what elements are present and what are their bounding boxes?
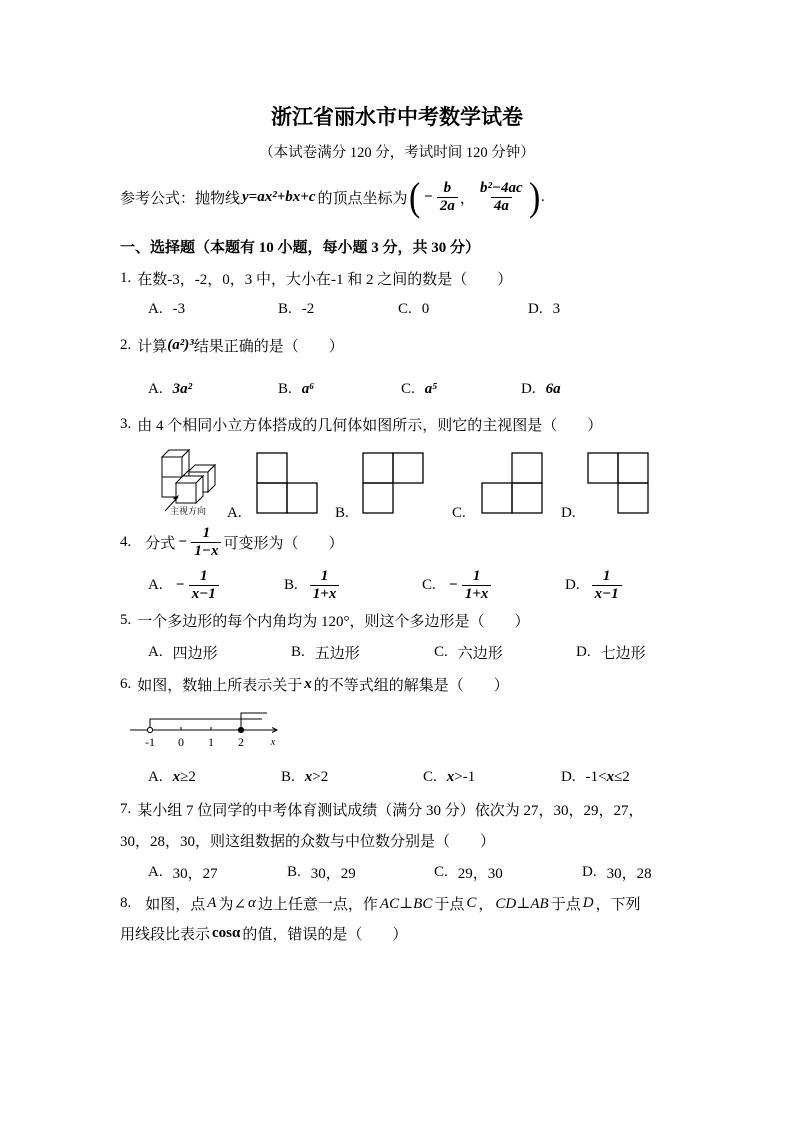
q2-option-d [521,379,561,399]
option-value: 六边形 [457,645,503,662]
option-value: 五边形 [314,645,360,662]
grid-cell [618,453,648,483]
q7-option-a [148,862,218,882]
fraction-denominator: x−1 [189,585,219,603]
q2-option-b [278,379,314,399]
option-letter: D. [565,576,580,593]
question-stem-after: 结果正确的是（ ） [193,338,344,355]
option-value: 30，27 [172,865,218,882]
question-number: 1. [120,269,132,286]
option-letter: C. [401,380,415,397]
option-letter: A. [148,576,163,593]
option-value: 29，30 [457,865,503,882]
fraction-sign: − [178,533,188,550]
q2-option-a [148,379,192,399]
q6-option-d [561,767,630,787]
formula-prefix: 参考公式：抛物线 [120,190,241,207]
option-letter: B. [278,300,292,317]
q3-options [0,503,794,523]
q6-option-a [148,767,196,787]
q1-option-d [528,299,560,319]
stem-text: ， [478,896,494,913]
solution-range-lower [150,719,262,728]
stem-text: 边上任意一点，作 [257,896,378,913]
option-relation: >2 [312,768,329,785]
axis-label: -1 [145,735,155,749]
question-1 [120,268,512,288]
fraction-numerator: 1 [320,567,329,584]
q3-option-d: D. [561,504,576,521]
fraction-sign: − [448,576,458,593]
q3-option-b: B. [335,504,349,521]
q7-option-b [287,862,356,882]
question-number: 2. [120,336,132,353]
option-relation: ≥2 [180,768,196,785]
q7-options [0,862,794,882]
stem-text: 于点 [550,896,581,913]
power-expression: (a²)³ [167,336,194,353]
q5-option-b [291,642,360,662]
q1-option-b [278,299,314,319]
question-number: 3. [120,415,132,432]
option-letter: D. [576,643,591,660]
point-label: C [466,894,477,911]
question-stem-before: 分式 [145,535,176,552]
open-endpoint [147,727,152,732]
segment-relation: AC⊥BC [379,895,433,912]
grid-cell [257,453,287,483]
point-label: A [207,894,217,911]
fraction-numerator: 1 [602,567,611,584]
question-stem: 由 4 个相同小立方体搭成的几何体如图所示，则它的主视图是（ ） [137,417,603,434]
fraction-numerator: b²−4ac [479,179,523,196]
axis-label: 0 [178,735,184,749]
q6-option-b [281,767,328,787]
grid-cell [363,453,393,483]
segment-relation: CD⊥AB [495,895,549,912]
question-stem-before: 如图，数轴上所表示关于 [137,677,303,694]
q4-option-c [422,565,493,605]
option-value: 七边形 [600,645,646,662]
question-number: 4. [120,533,132,550]
q1-options [0,299,794,319]
stem-fraction [191,525,221,560]
axis-label: 2 [238,735,244,749]
option-letter: D. [521,380,536,397]
q5-options [0,642,794,662]
question-stem-before: 计算 [137,338,168,355]
axis-label: 1 [208,735,214,749]
option-letter: A. [148,768,163,785]
fraction-numerator: 1 [472,567,481,584]
option-fraction [462,568,492,603]
q4-option-b [284,565,341,605]
fraction-numerator: 1 [199,567,208,584]
cube-front [176,476,203,503]
question-stem-line2: 30，28，30，则这组数据的众数与中位数分别是（ ） [120,833,496,850]
option-letter: A. [148,863,163,880]
q4-option-a [148,565,221,605]
q6-option-c [423,767,475,787]
option-letter: C. [434,643,448,660]
question-6 [120,674,509,694]
vertex-x-fraction [437,180,458,215]
vertex-x-sign: − [423,188,433,205]
option-variable: x [606,768,615,785]
option-letter: D. [582,863,597,880]
variable: x [304,675,312,692]
closed-endpoint [238,727,243,732]
option-value: 3a² [172,380,193,397]
fraction-sign: − [175,576,185,593]
option-relation-pre: -1< [585,768,607,785]
q5-option-c [434,642,503,662]
option-letter: A. [148,643,163,660]
option-letter: C. [423,768,437,785]
open-paren: ( [408,174,420,219]
close-paren: ) [528,174,541,219]
stem-text: 于点 [434,896,465,913]
option-value: 3 [552,300,561,317]
grid-cell [588,453,618,483]
option-value: 30，29 [310,865,356,882]
fraction-numerator: 1 [202,524,211,541]
option-relation: >-1 [454,768,476,785]
cube-face [176,483,196,503]
option-letter: C. [422,576,436,593]
vertex-separator: ， [459,190,475,207]
option-variable: x [446,768,455,785]
q6-options [0,767,794,787]
grid-cell [512,453,542,483]
fraction-denominator: 1−x [191,542,221,560]
question-stem-after: 的不等式组的解集是（ ） [313,677,509,694]
option-letter: A. [148,300,163,317]
option-value: a⁶ [301,380,315,397]
stem-text: 为∠ [218,896,247,913]
cube-left-top [162,450,189,477]
option-value: 30，28 [606,865,652,882]
option-letter: B. [291,643,305,660]
question-7 [120,799,644,819]
exam-info: （本试卷满分 120 分，考试时间 120 分钟） [259,145,535,161]
angle-symbol: α [248,894,256,911]
fraction-denominator: 4a [491,197,512,215]
stem-text: 用线段比表示 [120,926,211,943]
question-number: 5. [120,611,132,628]
view-direction-label: 主视方向 [170,506,207,516]
option-letter: A. [148,380,163,397]
formula-middle: 的顶点坐标为 [317,190,408,207]
q7-option-c [434,862,503,882]
question-7-continued [120,830,495,850]
stem-text: ，下列 [595,896,641,913]
question-8 [120,893,641,913]
axis-variable-label: x [270,737,276,748]
cosine-expression: cosα [212,924,241,941]
question-3 [120,414,602,434]
fraction-denominator: 2a [437,197,458,215]
option-letter: D. [561,768,576,785]
option-value: a⁵ [424,380,438,397]
section-heading: 一、选择题（本题有 10 小题，每小题 3 分，共 30 分） [120,239,481,256]
q1-option-c [398,299,429,319]
page-title: 浙江省丽水市中考数学试卷 [271,105,523,129]
parabola-equation: y=ax²+bx+c [242,188,316,205]
option-fraction [592,568,622,603]
q3-option-c: C. [452,504,466,521]
option-letter: B. [281,768,295,785]
vertex-y-fraction [477,180,526,215]
q7-option-d [582,862,652,882]
question-stem-line1: 某小组 7 位同学的中考体育测试成绩（满分 30 分）依次为 27，30，29，27， [137,802,644,819]
grid-cell [393,453,423,483]
question-stem: 一个多边形的每个内角均为 120°，则这个多边形是（ ） [137,613,530,630]
question-number: 8. [120,894,132,911]
q3-option-a: A. [227,504,242,521]
number-line-figure [125,705,285,750]
question-stem-after: 可变形为（ ） [223,535,344,552]
option-value: 6a [545,380,561,397]
q2-option-c [401,379,437,399]
option-letter: D. [528,300,543,317]
option-fraction [189,568,219,603]
option-letter: B. [284,576,298,593]
option-letter: C. [398,300,412,317]
option-relation: ≤2 [614,768,630,785]
point-label: D [582,894,594,911]
fraction-denominator: 1+x [310,585,340,603]
option-value: 0 [421,300,430,317]
question-stem: 在数-3，-2，0，3 中，大小在-1 和 2 之间的数是（ ） [137,271,513,288]
option-value: -2 [301,300,315,317]
question-5 [120,610,530,630]
stem-text: 的值，错误的是（ ） [242,926,408,943]
q4-options [0,565,794,605]
question-2 [120,335,344,355]
q2-options [0,379,794,399]
stem-text: 如图，点 [145,896,206,913]
question-8-continued [120,923,407,943]
question-number: 6. [120,675,132,692]
question-4 [120,522,343,562]
question-number: 7. [120,800,132,817]
formula-suffix: . [541,188,545,205]
q5-option-d [576,642,646,662]
solution-range-upper [241,713,267,728]
reference-formula [120,174,545,219]
cube-face [162,457,182,477]
option-letter: C. [434,863,448,880]
option-letter: B. [287,863,301,880]
option-value: 四边形 [172,645,218,662]
option-variable: x [304,768,313,785]
fraction-denominator: 1+x [462,585,492,603]
option-fraction [310,568,340,603]
q1-option-a [148,299,185,319]
fraction-denominator: x−1 [592,585,622,603]
q5-option-a [148,642,218,662]
option-variable: x [172,768,181,785]
fraction-numerator: b [443,179,452,196]
q4-option-d [565,565,624,605]
option-value: -3 [172,300,186,317]
option-letter: B. [278,380,292,397]
